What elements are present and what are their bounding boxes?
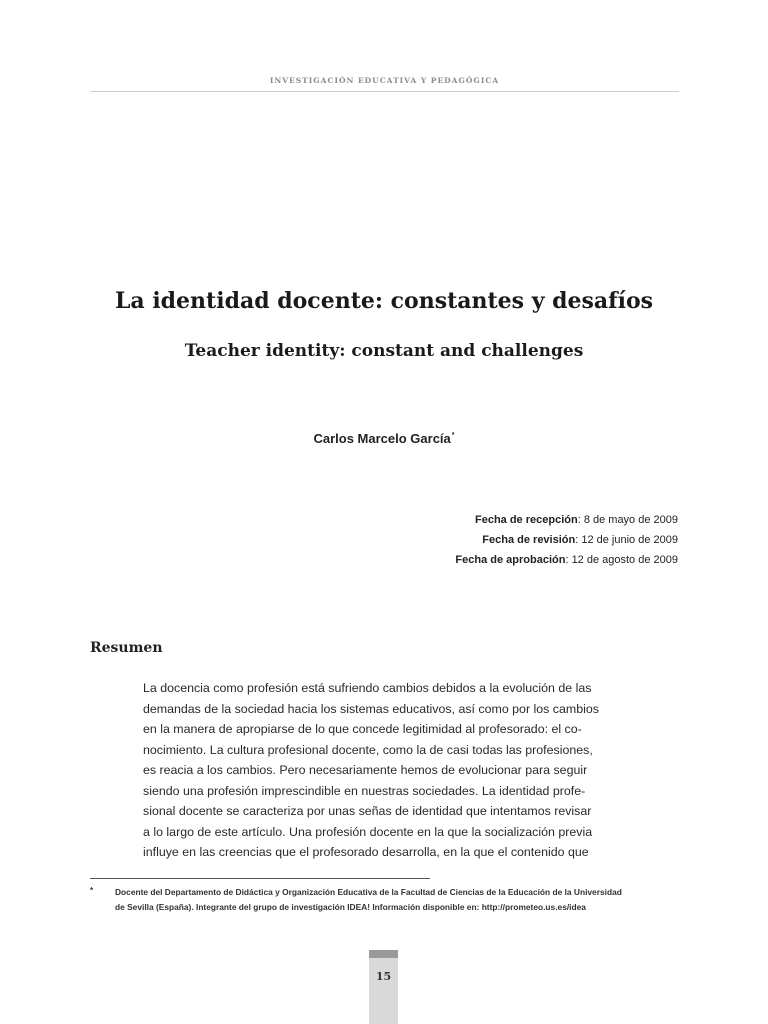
date-received-label: Fecha de recepción xyxy=(474,514,578,526)
abstract-line: influye en las creencias que el profesorado desarrolla, en la que el contenido que xyxy=(143,845,589,859)
footnote-line: de Sevilla (España). Integrante del grupo de investigación IDEA! Información disponible en: http://prometeo.us.es/idea xyxy=(115,902,586,912)
abstract-line: en la manera de apropiarse de lo que concede legitimidad al profesorado: el co- xyxy=(143,722,582,736)
date-received-value: : 8 de mayo de 2009 xyxy=(577,514,678,526)
page-number-tab xyxy=(369,950,398,1024)
date-revised-value: : 12 de junio de 2009 xyxy=(575,534,678,546)
abstract-line: es reacia a los cambios. Pero necesariamente hemos de evolucionar para seguir xyxy=(143,763,588,777)
date-approved-label: Fecha de aprobación xyxy=(455,554,566,566)
date-approved-value: : 12 de agosto de 2009 xyxy=(565,554,678,566)
abstract-line: sional docente se caracteriza por unas señas de identidad que intentamos revisar xyxy=(143,804,592,818)
abstract-line: La docencia como profesión está sufriendo cambios debidos a la evolución de las xyxy=(143,681,592,695)
abstract-line: demandas de la sociedad hacia los sistemas educativos, así como por los cambios xyxy=(143,701,599,716)
footnote-divider xyxy=(90,878,430,879)
article-title: La identidad docente: constantes y desafíos xyxy=(114,288,654,314)
footnote xyxy=(90,885,690,915)
abstract-heading: Resumen xyxy=(90,640,163,656)
article-dates xyxy=(455,510,678,570)
date-approved xyxy=(455,550,678,570)
footnote-mark: * xyxy=(90,886,94,895)
abstract-line: nocimiento. La cultura profesional docente, como la de casi todas las profesiones, xyxy=(143,742,593,757)
abstract-text xyxy=(143,678,643,863)
author-line xyxy=(40,431,728,446)
author-name: Carlos Marcelo García xyxy=(313,431,451,446)
footnote-line: Docente del Departamento de Didáctica y Organización Educativa de la Facultad de Ciencias de la Educación de la Universidad xyxy=(115,887,622,897)
author-footnote-mark: * xyxy=(451,432,455,439)
header-divider xyxy=(90,91,679,92)
running-header: INVESTIGACIÓN EDUCATIVA Y PEDAGÓGICA xyxy=(269,76,500,85)
abstract-line: siendo una profesión imprescindible en nuestras sociedades. La identidad profe- xyxy=(143,783,586,798)
page-number-tab-cap xyxy=(369,950,398,958)
date-received xyxy=(455,510,678,530)
article-subtitle: Teacher identity: constant and challenges xyxy=(184,341,584,361)
page-number: 15 xyxy=(375,970,392,983)
footnote-text xyxy=(115,885,690,915)
abstract-line: a lo largo de este artículo. Una profesión docente en la que la socialización previa xyxy=(143,824,593,839)
date-revised-label: Fecha de revisión xyxy=(482,534,576,546)
date-revised xyxy=(455,530,678,550)
